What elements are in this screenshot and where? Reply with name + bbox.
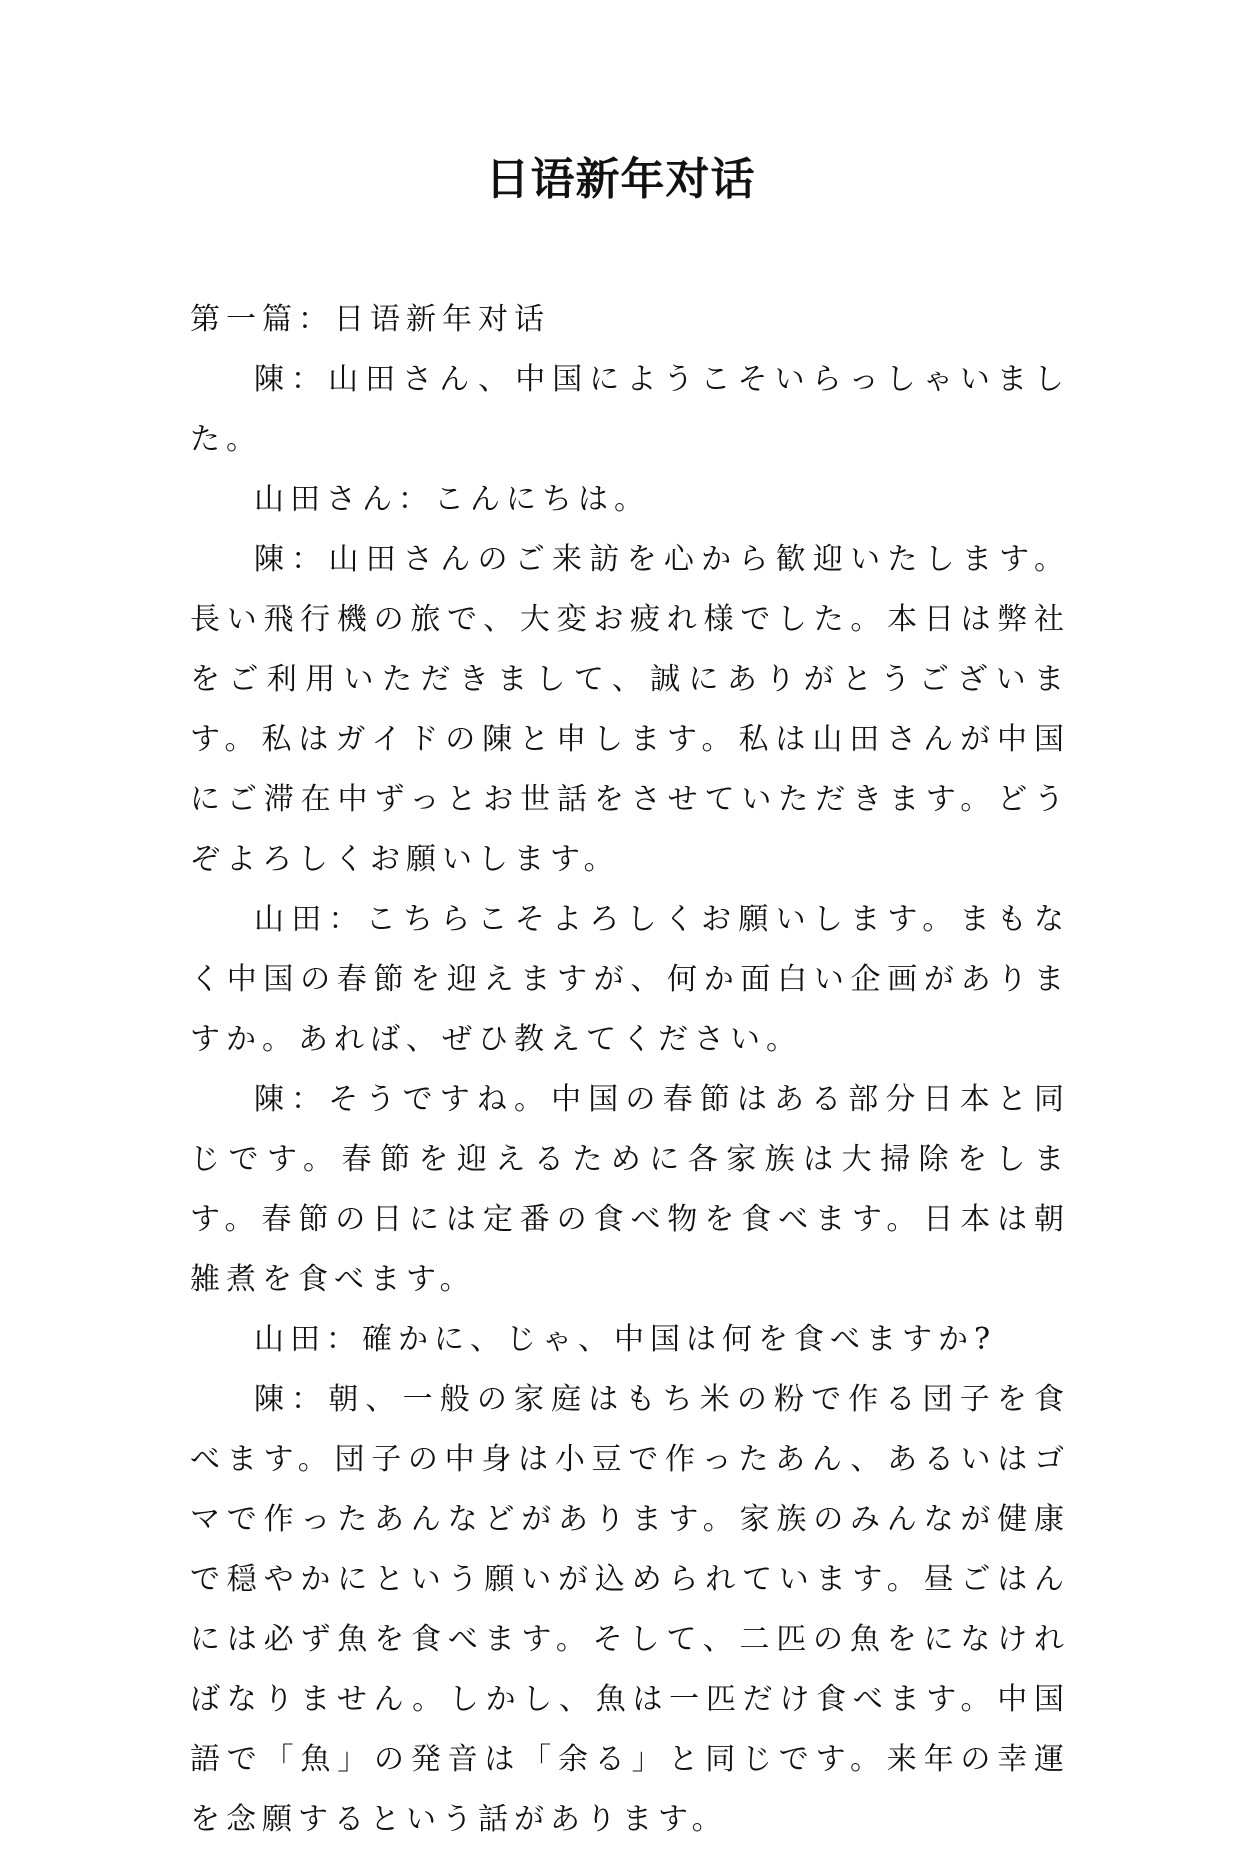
dialogue-paragraph: 山田：こちらこそよろしくお願いします。まもなく中国の春節を迎えますが、何か面白い企画がありますか。あれば、ぜひ教えてください。 [190,902,1070,1057]
document-title: 日语新年对话 [485,154,756,205]
dialogue-paragraph: 陳：そうですね。中国の春節はある部分日本と同じです。春節を迎えるために各家族は大掃除をします。春節の日には定番の食べ物を食べます。日本は朝雑煮を食べます。 [190,1082,1070,1297]
dialogue-paragraph: 陳：山田さんのご来訪を心から歓迎いたします。長い飛行機の旅で、大変お疲れ様でした。本日は弊社をご利用いただきまして、誠にありがとうございます。私はガイドの陳と申します。私は山田さんが中国にご滞在中ずっとお世話をさせていただきます。どうぞよろしくお願いします。 [190,542,1070,877]
section-heading: 第一篇：日语新年对话 [190,302,550,337]
dialogue-paragraph: 山田：確かに、じゃ、中国は何を食べますか? [254,1322,997,1357]
dialogue-paragraph: 山田さん：こんにちは。 [254,482,650,517]
dialogue-paragraph: 陳：山田さん、中国にようこそいらっしゃいました。 [190,362,1070,457]
document-body [190,290,1070,1850]
dialogue-paragraph: 陳：朝、一般の家庭はもち米の粉で作る団子を食べます。団子の中身は小豆で作ったあん、あるいはゴマで作ったあんなどがあります。家族のみんなが健康で穏やかにという願いが込められています。昼ごはんには必ず魚を食べます。そして、二匹の魚をになければなりません。しかし、魚は一匹だけ食べます。中国語で「魚」の発音は「余る」と同じです。来年の幸運を念願するという話があります。 [190,1382,1070,1837]
